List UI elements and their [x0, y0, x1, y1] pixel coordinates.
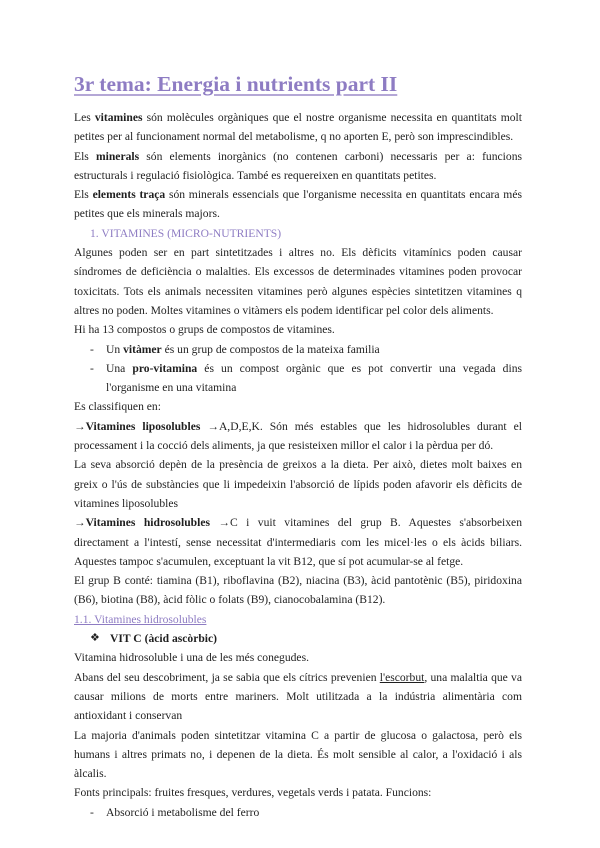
- paragraph-elements-traca: Els elements traça són minerals essencials que l'organisme necessita en quantitats encara més petites que els minerals majors.: [74, 188, 522, 221]
- page-title: 3r tema: Energia i nutrients part II: [74, 72, 398, 96]
- list-item: - Un vitàmer és un grup de compostos de la mateixa familia: [90, 342, 380, 356]
- paragraph-alguns: Algunes poden ser en part sintetitzades i altres no. Els dèficits vitamínics poden causar síndromes de deficiència o malalties. Els excessos de determinades vitamines poden provocar toxicitats. Tots els animals necessiten vitamines però algunes espècies sintetitzen vitamines q altres no poden. Moltes vitamines o vitàmers els podem identificar pel color dels aliments.: [74, 246, 522, 317]
- paragraph-vitc-2: Abans del seu descobriment, ja se sabia que els cítrics prevenien l'escorbut, una malaltia que va causar milions de morts entre mariners. Molt utilitzada a la indústria alimentària com antioxidant i conservan: [74, 670, 522, 723]
- paragraph-absorcio: La seva absorció depèn de la presència de greixos a la dieta. Per això, dietes molt baixes en greix o l'ús de substàncies que li impedeixin l'absorció de lípids poden afavorir els dèficits de vitamines liposolubles: [74, 458, 522, 510]
- section-heading-vitamines: 1. VITAMINES (MICRO-NUTRIENTS): [90, 226, 282, 240]
- link-escorbut[interactable]: l'escorbut: [379, 670, 425, 684]
- paragraph-vitc-3: La majoria d'animals poden sintetitzar vitamina C a partir de glucosa o galactosa, però els humans i altres primats no, i depenen de la dieta. És molt sensible al calor, a l'oxidació i als àlcalis.: [74, 728, 522, 781]
- section-heading-hidrosolubles: 1.1. Vitamines hidrosolubles: [74, 612, 207, 626]
- arrow-icon: →: [74, 516, 86, 530]
- document-page: [74, 70, 522, 822]
- term-liposolubles: Vitamines liposolubles: [85, 419, 201, 433]
- paragraph-vitc-1: Vitamina hidrosoluble i una de les més conegudes.: [74, 651, 309, 665]
- subheading-vit-c: ❖ VIT C (àcid ascòrbic): [74, 629, 522, 648]
- paragraph-grup-b: El grup B conté: tiamina (B1), riboflavina (B2), niacina (B3), àcid pantotènic (B5), piridoxina (B6), biotina (B8), àcid fòlic o folats (B9), cianocobalamina (B12).: [74, 574, 522, 607]
- paragraph-hidrosolubles: →Vitamines hidrosolubles →C i vuit vitamines del grup B. Aquestes s'absorbeixen directament a l'intestí, sense necessitat d'intermediaris com les micel·les o els àcids biliars. Aquestes tampoc s'acumulen, exceptuant la vit B12, que sí pot acumular-se al fetge.: [74, 516, 522, 568]
- term-hidrosolubles: Vitamines hidrosolubles: [85, 516, 210, 530]
- paragraph-fonts: Fonts principals: fruites fresques, verdures, vegetals verds i patata. Funcions:: [74, 786, 432, 800]
- paragraph-classifiquen: Es classifiquen en:: [74, 400, 161, 414]
- term-minerals: minerals: [95, 149, 140, 163]
- paragraph-hi-ha: Hi ha 13 compostos o grups de compostos de vitamines.: [74, 323, 335, 337]
- paragraph-liposolubles: →Vitamines liposolubles →A,D,E,K. Són més estables que les hidrosolubles durant el processament i la cocció dels aliments, ja que resisteixen millor el calor i la pèrdua per dó.: [74, 419, 522, 453]
- paragraph-minerals: Els minerals són elements inorgànics (no contenen carboni) necessaris per a: funcions estructurals i regulació fisiològica. També es requereixen en quantitats petites.: [74, 149, 522, 182]
- list-item: - Una pro-vitamina és un compost orgànic que es pot convertir una vegada dins l'organisme en una vitamina: [90, 361, 522, 395]
- arrow-icon: →: [74, 419, 86, 433]
- list-item: - Absorció i metabolisme del ferro: [90, 805, 260, 819]
- term-vitamines: vitamines: [94, 111, 143, 124]
- paragraph-vitamines: Les vitamines són molècules orgàniques que el nostre organisme necessita en quantitats molt petites per al funcionament normal del metabolisme, q no aporten E, però son imprescindibles.: [74, 111, 522, 144]
- diamond-bullet-icon: ❖: [90, 632, 100, 645]
- term-elements-traca: elements traça: [92, 188, 166, 202]
